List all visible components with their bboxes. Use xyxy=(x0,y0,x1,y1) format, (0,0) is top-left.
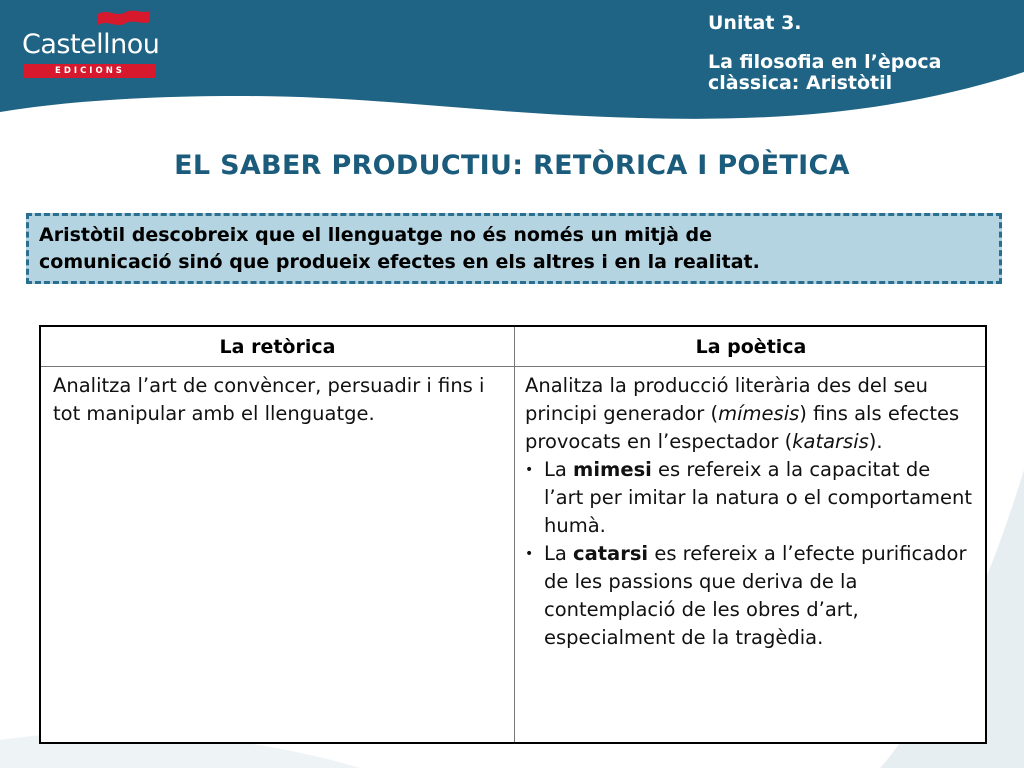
poetics-intro xyxy=(525,372,975,456)
mimesis-term: mímesis xyxy=(718,402,800,425)
intro-text xyxy=(39,222,989,276)
header-poetics: La poètica xyxy=(695,336,807,358)
intro-line-2: comunicació sinó que produeix efectes en els altres i en la realitat. xyxy=(39,251,760,273)
header-divider xyxy=(41,366,985,367)
bullet-mimesi xyxy=(525,456,975,540)
intro-line-1: Aristòtil descobreix que el llenguatge no és només un mitjà de xyxy=(39,224,713,246)
bullet-icon: • xyxy=(525,546,534,562)
unit-title: Unitat 3. xyxy=(708,12,802,34)
page-title: EL SABER PRODUCTIU: RETÒRICA I POÈTICA xyxy=(174,150,850,181)
logo-band: EDICIONS xyxy=(24,64,156,78)
bullet-text: es refereix a l’efecte purificador de les passions que deriva de la contemplació de les obres d’art, especialment de la tragèdia. xyxy=(544,542,967,649)
poetics-intro-c: ). xyxy=(868,430,883,453)
intro-box xyxy=(26,213,1002,284)
unit-subtitle-line-2: clàssica: Aristòtil xyxy=(708,72,893,94)
bullet-icon: • xyxy=(525,462,534,478)
katarsis-term: katarsis xyxy=(792,430,869,453)
bullet-text: es refereix a la capacitat de l’art per imitar la natura o el comportament humà. xyxy=(544,458,973,537)
poetics-intro-b: ) fins als efectes provocats en l’espectador ( xyxy=(525,402,960,453)
unit-subtitle xyxy=(708,52,1008,94)
keyword-catarsi: catarsi xyxy=(573,542,649,565)
bullet-catarsi xyxy=(525,540,975,652)
logo-wordmark: Castellnou xyxy=(22,29,160,60)
column-divider xyxy=(514,327,515,742)
bullet-pre: La xyxy=(544,458,574,481)
cell-rhetoric: Analitza l’art de convèncer, persuadir i fins i tot manipular amb el llenguatge. xyxy=(53,374,485,425)
keyword-mimesi: mimesi xyxy=(573,458,652,481)
cell-poetics xyxy=(525,372,975,652)
castellnou-logo xyxy=(22,8,160,78)
comparison-table xyxy=(39,325,987,744)
bullet-pre: La xyxy=(544,542,574,565)
poetics-intro-a: Analitza la producció literària des del seu principi generador ( xyxy=(525,374,928,425)
unit-subtitle-line-1: La filosofia en l’època xyxy=(708,51,942,73)
header-rhetoric: La retòrica xyxy=(219,336,336,358)
